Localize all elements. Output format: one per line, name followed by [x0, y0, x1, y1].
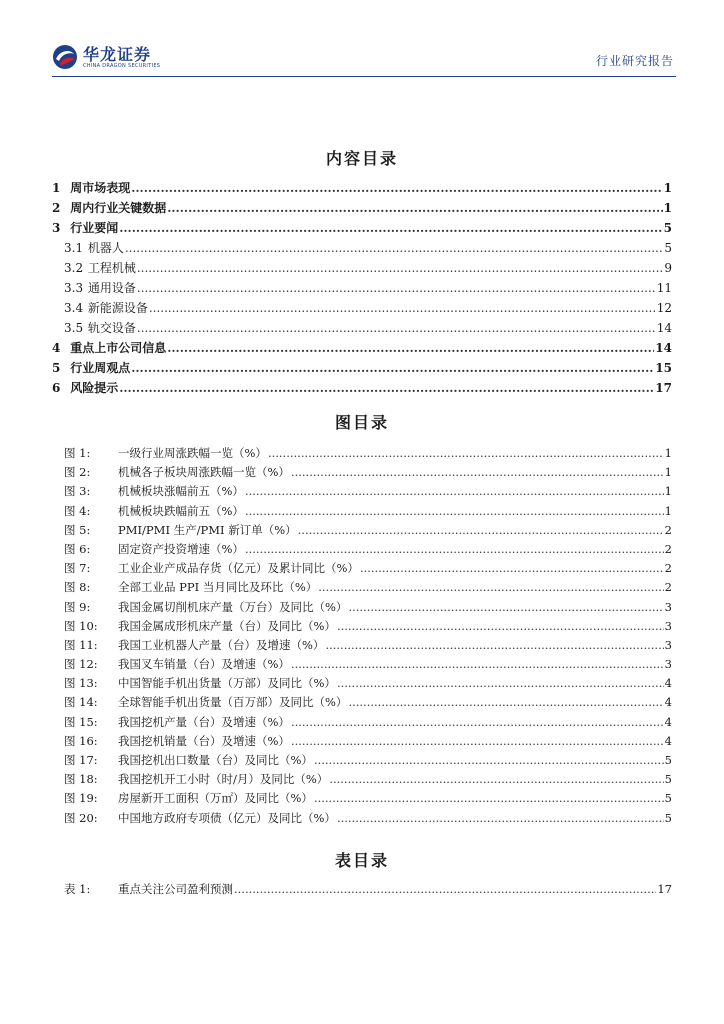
figure-entry[interactable]: 图 13: 中国智能手机出货量（万部）及同比（%） ..... 4: [52, 674, 672, 693]
toc-entry[interactable]: 5 行业周观点 ..... 15: [52, 358, 672, 378]
figure-entry[interactable]: 图 14: 全球智能手机出货量（百万部）及同比（%） ..... 4: [52, 693, 672, 712]
figure-entry[interactable]: 图 4: 机械板块跌幅前五（%） ..... 1: [52, 502, 672, 521]
report-type-label: 行业研究报告: [595, 54, 674, 68]
toc-entry[interactable]: 3 行业要闻 ..... 5: [52, 218, 672, 238]
contents-title: 内容目录: [325, 149, 398, 168]
figure-entry[interactable]: 图 11: 我国工业机器人产量（台）及增速（%） ..... 3: [52, 636, 672, 655]
figure-entry[interactable]: 图 19: 房屋新开工面积（万㎡）及同比（%） ..... 5: [52, 789, 672, 808]
figure-entry[interactable]: 图 17: 我国挖机出口数量（台）及同比（%） ..... 5: [52, 751, 672, 770]
company-logo: [52, 44, 160, 70]
figure-entry[interactable]: 图 6: 固定资产投资增速（%） ..... 2: [52, 540, 672, 559]
toc-subentry[interactable]: 3.5 轨交设备 ..... 14: [52, 318, 672, 338]
table-entry[interactable]: 表 1: 重点关注公司盈利预测 ..... 17: [52, 880, 672, 899]
figure-entry[interactable]: 图 1: 一级行业周涨跌幅一览（%） ..... 1: [52, 444, 672, 463]
figure-entry[interactable]: 图 20: 中国地方政府专项债（亿元）及同比（%） ..... 5: [52, 809, 672, 828]
figure-entry[interactable]: 图 8: 全部工业品 PPI 当月同比及环比（%） ..... 2: [52, 578, 672, 597]
figures-title: 图目录: [334, 413, 389, 432]
figure-entry[interactable]: 图 3: 机械板块涨幅前五（%） ..... 1: [52, 482, 672, 501]
toc-subentry[interactable]: 3.1 机器人 ..... 5: [52, 238, 672, 258]
toc-entry[interactable]: 4 重点上市公司信息 ..... 14: [52, 338, 672, 358]
page-header: [0, 0, 724, 80]
figure-entry[interactable]: 图 16: 我国挖机销量（台）及增速（%） ..... 4: [52, 732, 672, 751]
dragon-logo-icon: [52, 44, 78, 70]
company-name-cn: 华龙证券: [83, 44, 152, 64]
figure-entry[interactable]: 图 2: 机械各子板块周涨跌幅一览（%） ..... 1: [52, 463, 672, 482]
figures-list: [52, 444, 672, 828]
toc-entry[interactable]: 2 周内行业关键数据 ..... 1: [52, 198, 672, 218]
contents-list: [52, 178, 672, 398]
header-divider: [52, 76, 676, 77]
toc-subentry[interactable]: 3.3 通用设备 ..... 11: [52, 278, 672, 298]
toc-subentry[interactable]: 3.4 新能源设备 ..... 12: [52, 298, 672, 318]
company-name-en: CHINA DRAGON SECURITIES: [83, 62, 161, 69]
tables-list: [52, 880, 672, 899]
tables-title: 表目录: [334, 851, 389, 870]
figure-entry[interactable]: 图 9: 我国金属切削机床产量（万台）及同比（%） ..... 3: [52, 598, 672, 617]
toc-subentry[interactable]: 3.2 工程机械 ..... 9: [52, 258, 672, 278]
toc-entry[interactable]: 6 风险提示 ..... 17: [52, 378, 672, 398]
figure-entry[interactable]: 图 15: 我国挖机产量（台）及增速（%） ..... 4: [52, 713, 672, 732]
toc-entry[interactable]: 1 周市场表现 ..... 1: [52, 178, 672, 198]
figure-entry[interactable]: 图 18: 我国挖机开工小时（时/月）及同比（%） ..... 5: [52, 770, 672, 789]
figure-entry[interactable]: 图 12: 我国叉车销量（台）及增速（%） ..... 3: [52, 655, 672, 674]
figure-entry[interactable]: 图 10: 我国金属成形机床产量（台）及同比（%） ..... 3: [52, 617, 672, 636]
figure-entry[interactable]: 图 7: 工业企业产成品存货（亿元）及累计同比（%） ..... 2: [52, 559, 672, 578]
figure-entry[interactable]: 图 5: PMI/PMI 生产/PMI 新订单（%） ..... 2: [52, 521, 672, 540]
